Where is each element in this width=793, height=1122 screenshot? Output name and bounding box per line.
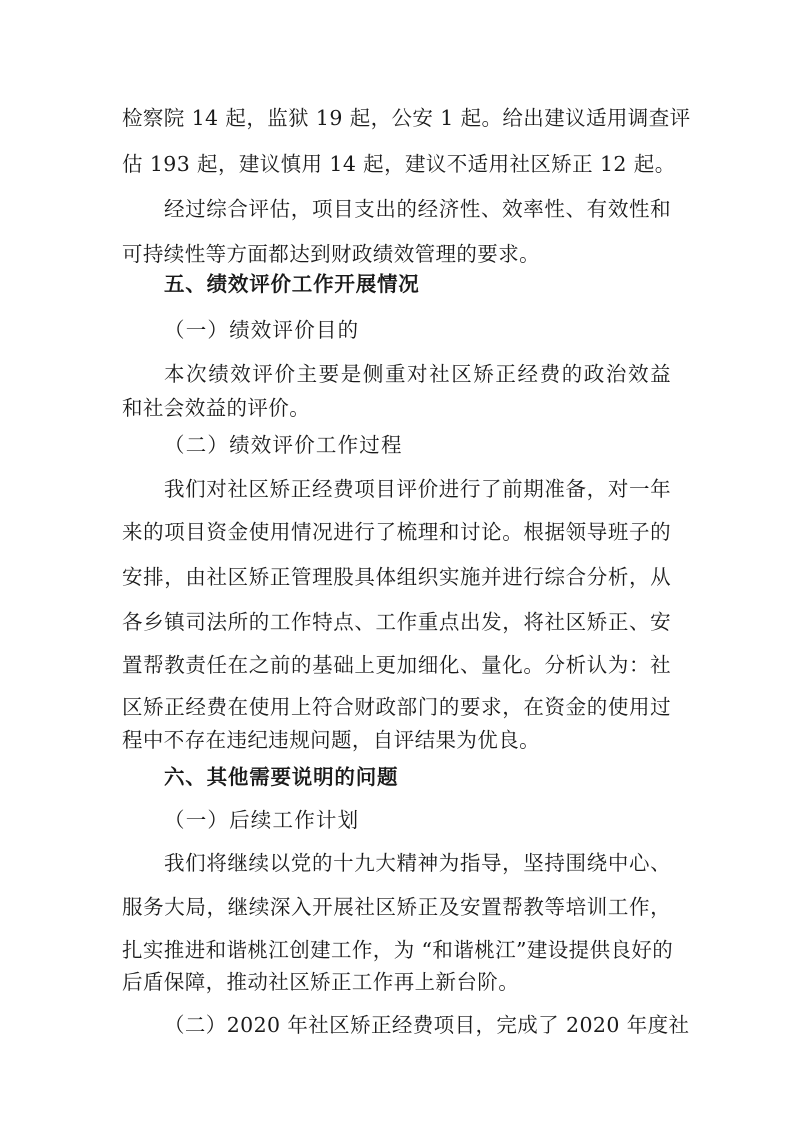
paragraph-line: 估 193 起，建议慎用 14 起，建议不适用社区矫正 12 起。 (122, 152, 676, 176)
subsection-heading: （二）绩效评价工作过程 (164, 433, 403, 457)
paragraph-line: 程中不存在违纪违规问题，自评结果为优良。 (122, 728, 540, 752)
subsection-heading: （一）绩效评价目的 (164, 318, 360, 342)
subsection-heading: （一）后续工作计划 (164, 808, 360, 832)
paragraph-line: 本次绩效评价主要是侧重对社区矫正经费的政治效益 (164, 362, 671, 386)
paragraph-line: 各乡镇司法所的工作特点、工作重点出发，将社区矫正、安 (122, 610, 671, 634)
paragraph-line: 经过综合评估，项目支出的经济性、效率性、有效性和 (164, 197, 671, 221)
paragraph-line: 置帮教责任在之前的基础上更加细化、量化。分析认为：社 (122, 653, 671, 677)
paragraph-line: 安排，由社区矫正管理股具体组织实施并进行综合分析，从 (122, 565, 671, 589)
paragraph-line: 我们将继续以党的十九大精神为指导，坚持围绕中心、 (164, 851, 671, 875)
section-heading-6: 六、其他需要说明的问题 (164, 765, 399, 789)
paragraph-line: 可持续性等方面都达到财政绩效管理的要求。 (122, 242, 540, 266)
paragraph-line: 检察院 14 起，监狱 19 起，公安 1 起。给出建议适用调查评 (122, 106, 691, 130)
paragraph-line: 后盾保障，推动社区矫正工作再上新台阶。 (122, 970, 520, 994)
paragraph-line: 服务大局，继续深入开展社区矫正及安置帮教等培训工作， (122, 895, 671, 919)
paragraph-line: 来的项目资金使用情况进行了梳理和讨论。根据领导班子的 (122, 520, 671, 544)
paragraph-line: 扎实推进和谐桃江创建工作，为 “和谐桃江”建设提供良好的 (122, 938, 674, 962)
paragraph-line: 区矫正经费在使用上符合财政部门的要求，在资金的使用过 (122, 695, 671, 719)
paragraph-line: 我们对社区矫正经费项目评价进行了前期准备，对一年 (164, 477, 671, 501)
section-heading-5: 五、绩效评价工作开展情况 (164, 272, 420, 296)
paragraph-line: （二）2020 年社区矫正经费项目，完成了 2020 年度社 (164, 1013, 690, 1037)
paragraph-line: 和社会效益的评价。 (122, 396, 311, 420)
